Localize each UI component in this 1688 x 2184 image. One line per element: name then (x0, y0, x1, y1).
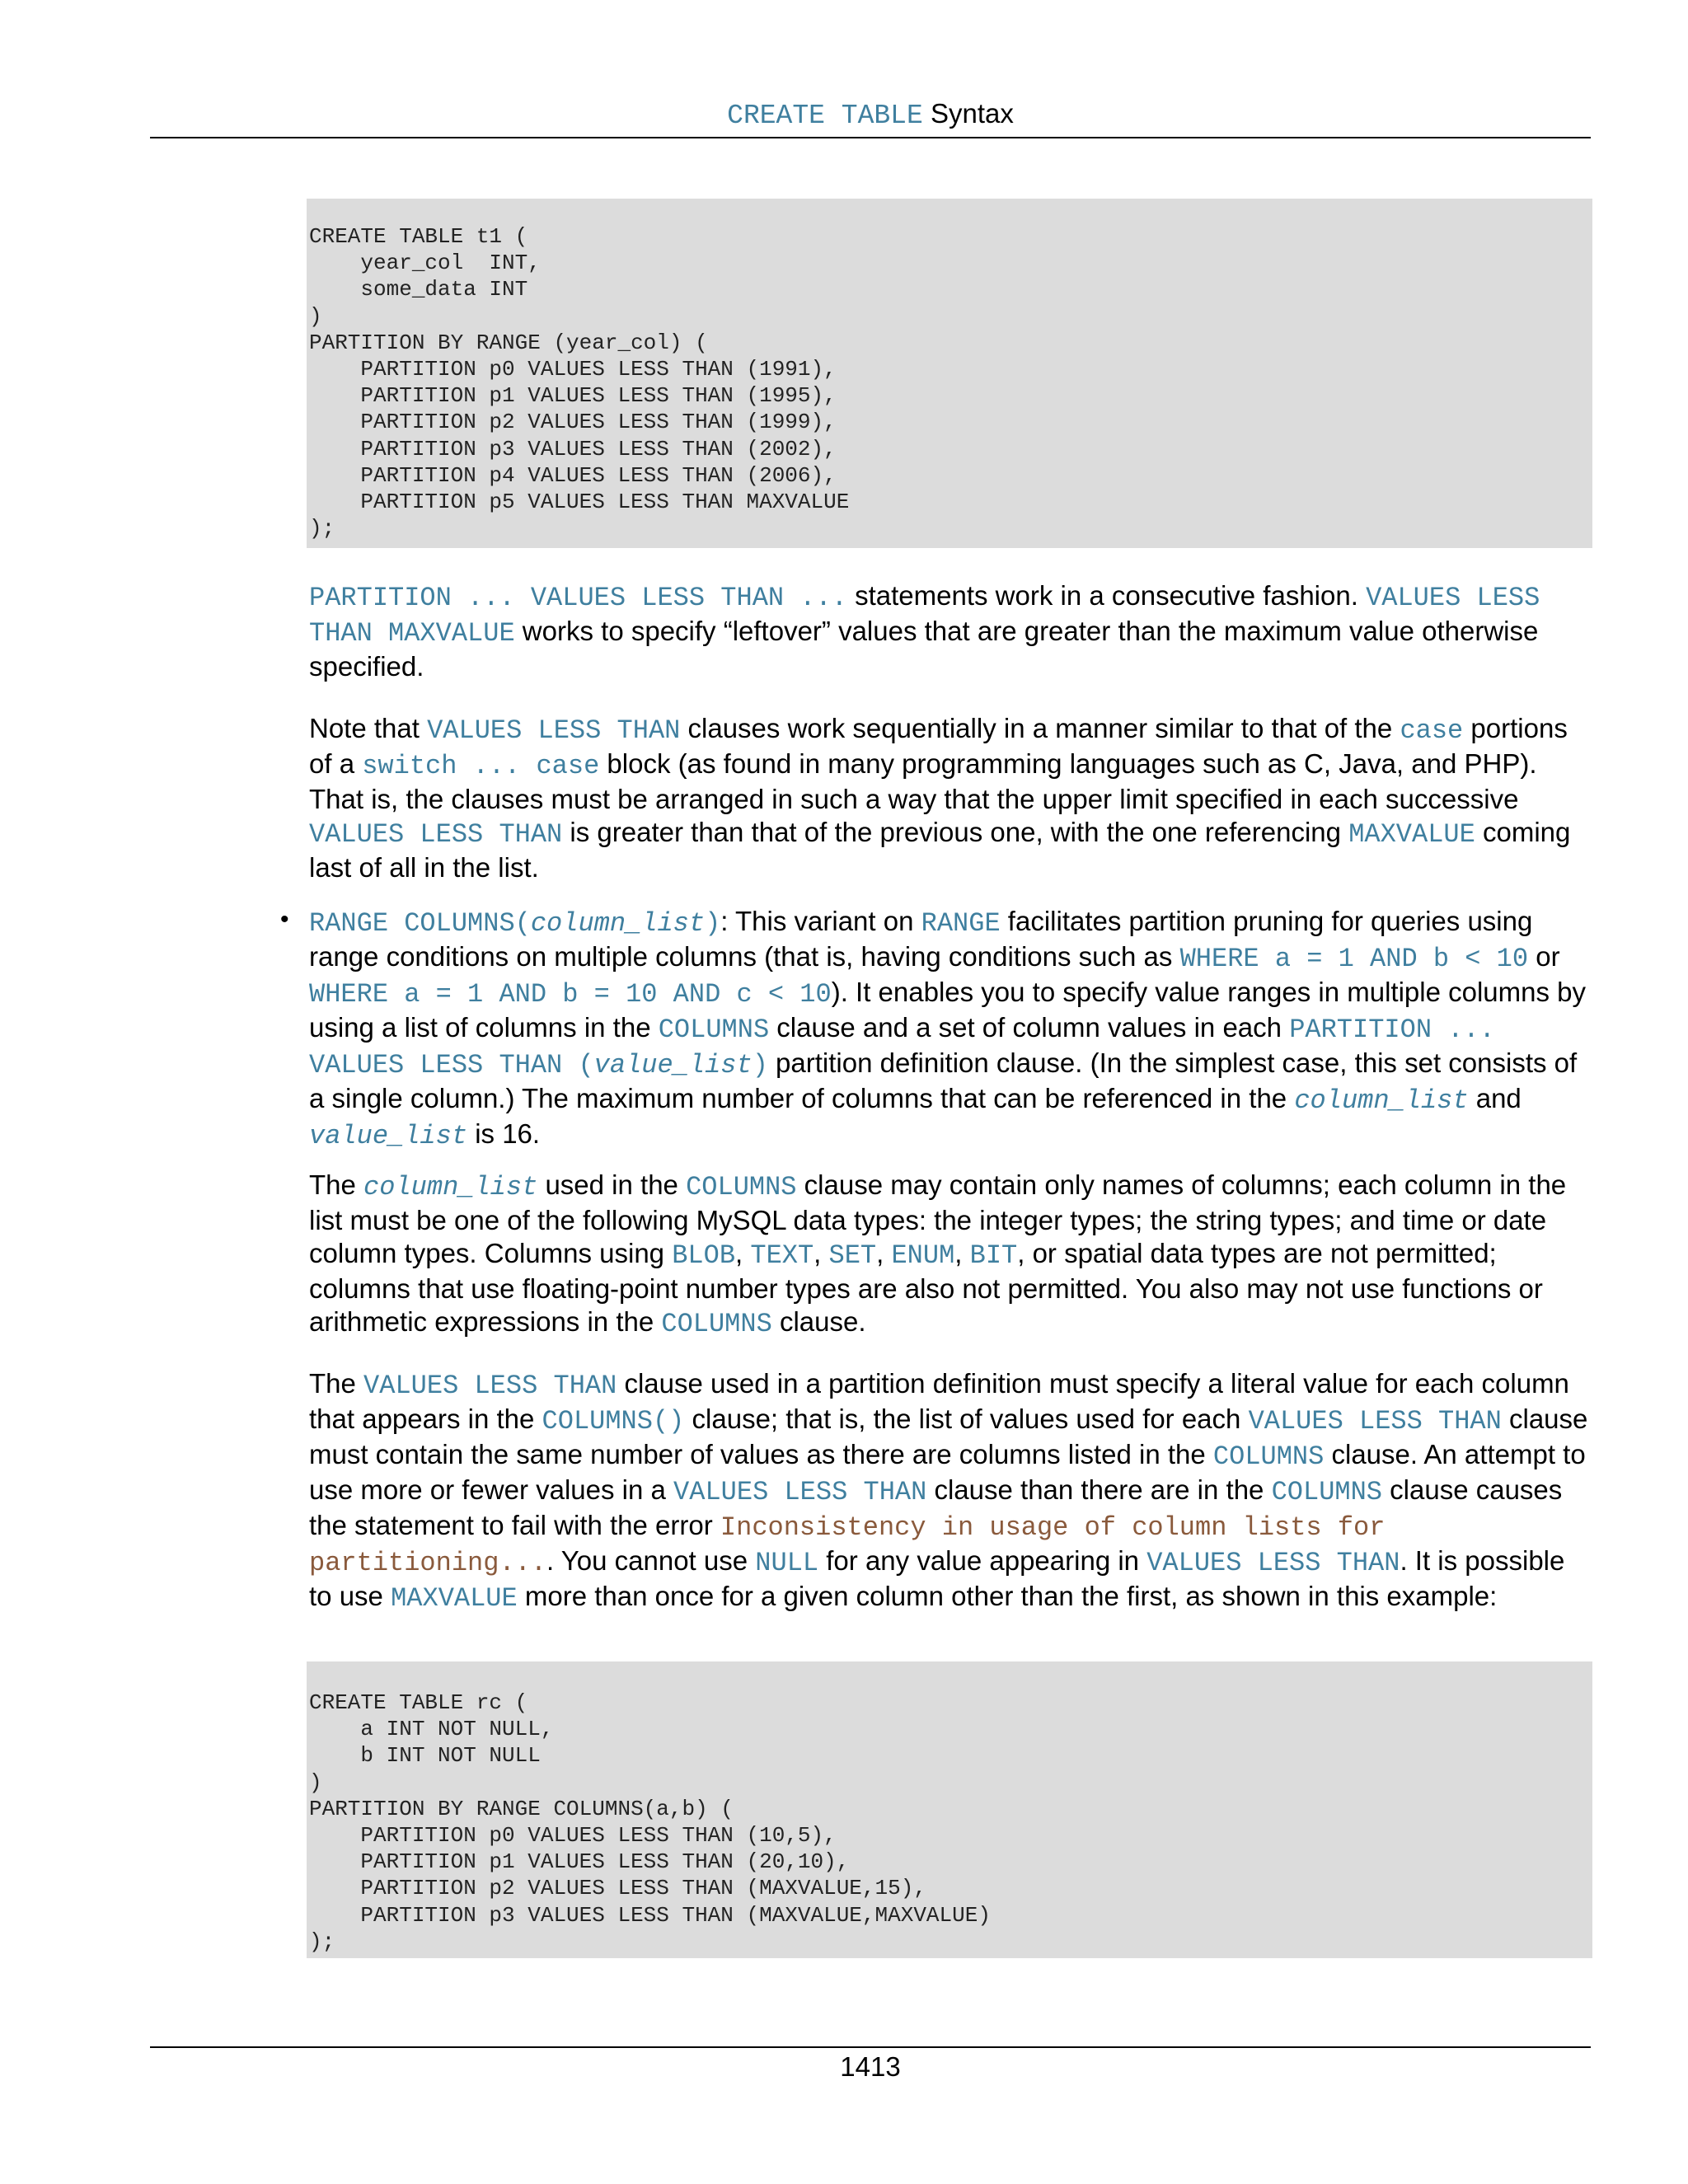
header-rule (150, 137, 1591, 138)
code-span: VALUES LESS THAN (309, 819, 563, 850)
paragraph-column-list: The column_list used in the COLUMNS clause may contain only names of columns; each column in the list must be one of the following MySQL data types: the integer types; the string types; and time or date column types. Columns using BLOB, TEXT, SET, ENUM, BIT, or spatial data types are not permitted; columns that use floating-point number types are also not permitted. You also may not use functions or arithmetic expressions in the COLUMNS clause. (309, 1169, 1567, 1339)
list-item-range-columns: RANGE COLUMNS(column_list): This variant on RANGE facilitates partition pruning for queries using range conditions on multiple columns (that is, having conditions such as WHERE a = 1 AND b < 10 or WHERE a = 1 AND b = 10 AND c < 10). It enables you to specify value ranges in multiple columns by using a list of columns in the COLUMNS clause and a set of column values in each PARTITION ... VALUES LESS THAN (value_list) partition definition clause. (In the simplest case, this set consists of a single column.) The maximum number of columns that can be referenced in the column_list and value_list is 16. (309, 906, 1587, 1151)
paragraph-values-less-than: The VALUES LESS THAN clause used in a partition definition must specify a literal value for each column that appears in the COLUMNS() clause; that is, the list of values used for each VALUES LESS THAN clause must contain the same number of values as there are columns listed in the COLUMNS clause. An attempt to use more or fewer values in a VALUES LESS THAN clause than there are in the COLUMNS clause causes the statement to fail with the error Inconsistency in usage of column lists for partitioning.... You cannot use NULL for any value appearing in VALUES LESS THAN. It is possible to use MAXVALUE more than once for a given column other than the first, as shown in this example: (309, 1368, 1588, 1614)
code-span: switch ... case (362, 751, 600, 781)
code-block-create-table-t1: CREATE TABLE t1 ( year_col INT, some_data INT ) PARTITION BY RANGE (year_col) ( PARTITION p0 VALUES LESS THAN (1991), PARTITION p1 VALUES LESS THAN (1995), PARTITION p2 VALUES LESS THAN (1999), PARTITION p3 VALUES LESS THAN (2002), PARTITION p4 VALUES LESS THAN (2006), PARTITION p5 VALUES LESS THAN MAXVALUE ); (307, 199, 1592, 548)
header-code: CREATE TABLE (727, 101, 923, 131)
code-span: VALUES LESS THAN MAXVALUE (309, 583, 1540, 649)
header-text: Syntax (922, 98, 1014, 129)
page-header (0, 97, 1688, 133)
code-block-create-table-rc: CREATE TABLE rc ( a INT NOT NULL, b INT NOT NULL ) PARTITION BY RANGE COLUMNS(a,b) ( PARTITION p0 VALUES LESS THAN (10,5), PARTITION p1 VALUES LESS THAN (20,10), PARTITION p2 VALUES LESS THAN (MAXVALUE,15), PARTITION p3 VALUES LESS THAN (MAXVALUE,MAXVALUE) ); (307, 1661, 1592, 1958)
list-bullet: • (280, 906, 289, 933)
footer-rule (150, 2046, 1591, 2048)
code-span: VALUES LESS THAN (427, 715, 681, 746)
code-span: case (1400, 715, 1464, 746)
code-span: PARTITION ... VALUES LESS THAN ... (309, 583, 847, 613)
code-span: MAXVALUE (1348, 819, 1475, 850)
page-number: 1413 (840, 2051, 901, 2082)
paragraph-consecutive: PARTITION ... VALUES LESS THAN ... statements work in a consecutive fashion. VALUES LESS THAN MAXVALUE works to specify “leftover” values that are greater than the maximum value otherwise specified. (309, 580, 1540, 682)
error-message: Inconsistency in usage of column lists for partitioning... (309, 1512, 1386, 1578)
paragraph-note: Note that VALUES LESS THAN clauses work sequentially in a manner similar to that of the case portions of a switch ... case block (as found in many programming languages such as C, Java, and PHP). That is, the clauses must be arranged in such a way that the upper limit specified in each successive VALUES LESS THAN is greater than that of the previous one, with the one referencing MAXVALUE coming last of all in the list. (309, 713, 1571, 883)
